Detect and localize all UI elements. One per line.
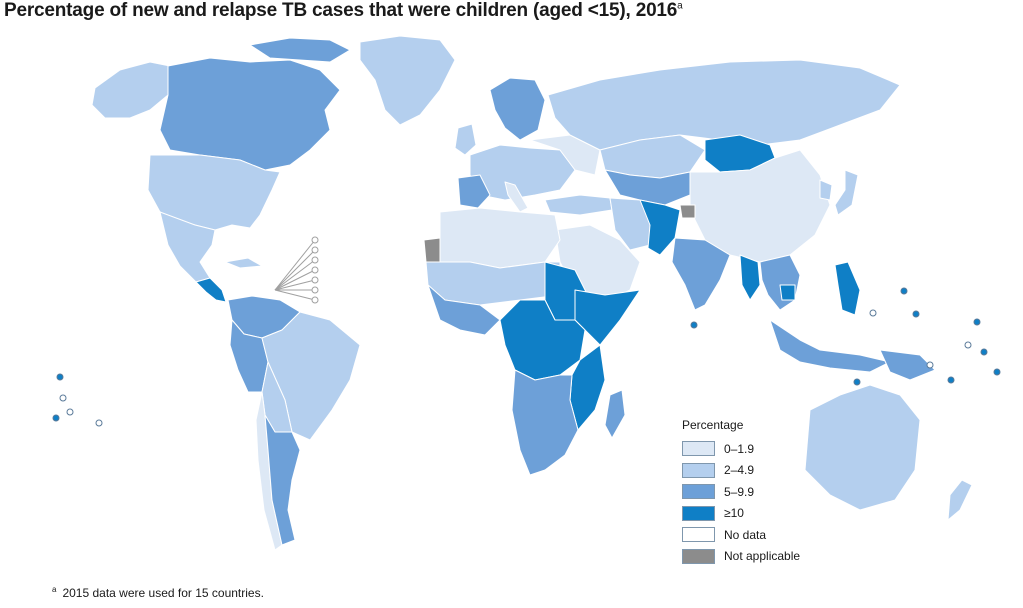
legend-swatch: [682, 527, 715, 542]
legend-label: No data: [724, 527, 767, 542]
small-territory-marker: [312, 237, 318, 243]
island-marker: [927, 362, 933, 368]
legend-label: ≥10: [724, 506, 744, 521]
small-territory-marker: [312, 277, 318, 283]
small-territory-marker: [312, 287, 318, 293]
legend-item: [682, 481, 800, 503]
region-western-sahara: [424, 238, 440, 262]
region-korea: [820, 180, 832, 200]
island-marker: [53, 415, 59, 421]
small-territory-marker: [312, 257, 318, 263]
legend-item: [682, 460, 800, 482]
legend-swatch: [682, 549, 715, 564]
region-russia: [548, 60, 900, 150]
region-north-africa: [440, 208, 560, 268]
region-cambodia: [780, 285, 795, 300]
region-greenland: [360, 36, 455, 125]
legend-swatch: [682, 506, 715, 521]
island-marker: [57, 374, 63, 380]
island-marker: [691, 322, 697, 328]
small-territory-marker: [312, 247, 318, 253]
map-title: [4, 0, 683, 22]
island-marker: [974, 319, 980, 325]
region-scandinavia: [490, 78, 545, 140]
region-central-america: [196, 278, 226, 302]
region-southeast-asia: [760, 255, 800, 310]
small-territory-marker: [312, 267, 318, 273]
region-turkey-caucasus: [545, 195, 612, 215]
callout-line: [275, 270, 315, 290]
legend-title: Percentage: [682, 418, 744, 432]
footnote-text: 2015 data were used for 15 countries.: [62, 586, 264, 600]
map-legend: [682, 418, 800, 567]
island-marker: [994, 369, 1000, 375]
small-territory-marker: [312, 297, 318, 303]
island-marker: [67, 409, 73, 415]
island-marker: [60, 395, 66, 401]
region-new-zealand: [948, 480, 972, 520]
title-footnote-marker: a: [677, 0, 683, 12]
region-cuba: [225, 258, 262, 268]
region-alaska: [92, 62, 170, 118]
island-marker: [981, 349, 987, 355]
region-horn-of-africa: [575, 290, 640, 345]
legend-item: [682, 438, 800, 460]
region-australia: [805, 385, 920, 510]
island-marker: [913, 311, 919, 317]
footnote: [52, 585, 264, 600]
region-kashmir: [680, 205, 695, 218]
legend-label: 5–9.9: [724, 484, 755, 499]
region-canada: [160, 58, 340, 170]
island-marker: [854, 379, 860, 385]
legend-label: Not applicable: [724, 549, 801, 564]
island-marker: [948, 377, 954, 383]
island-marker: [96, 420, 102, 426]
legend-swatch: [682, 441, 715, 456]
legend-item: [682, 546, 800, 568]
region-philippines: [835, 262, 860, 315]
region-japan: [835, 170, 858, 215]
footnote-marker: a: [52, 585, 57, 594]
legend-label: 0–1.9: [724, 441, 755, 456]
region-southern-africa: [512, 370, 578, 475]
region-sahel: [426, 262, 560, 305]
callout-line: [275, 290, 315, 300]
island-marker: [870, 310, 876, 316]
island-marker: [965, 342, 971, 348]
region-myanmar: [740, 255, 760, 300]
legend-item: [682, 503, 800, 525]
region-arctic-islands: [250, 38, 350, 62]
region-indonesia: [770, 320, 890, 372]
legend-swatch: [682, 484, 715, 499]
world-map: [0, 28, 1023, 583]
region-uk-ireland: [455, 124, 476, 155]
callout-line: [275, 250, 315, 290]
legend-item: [682, 524, 800, 546]
island-marker: [901, 288, 907, 294]
map-title-text: Percentage of new and relapse TB cases that were children (aged <15), 2016: [4, 0, 678, 21]
region-madagascar: [605, 390, 625, 438]
legend-swatch: [682, 463, 715, 478]
legend-label: 2–4.9: [724, 463, 755, 478]
